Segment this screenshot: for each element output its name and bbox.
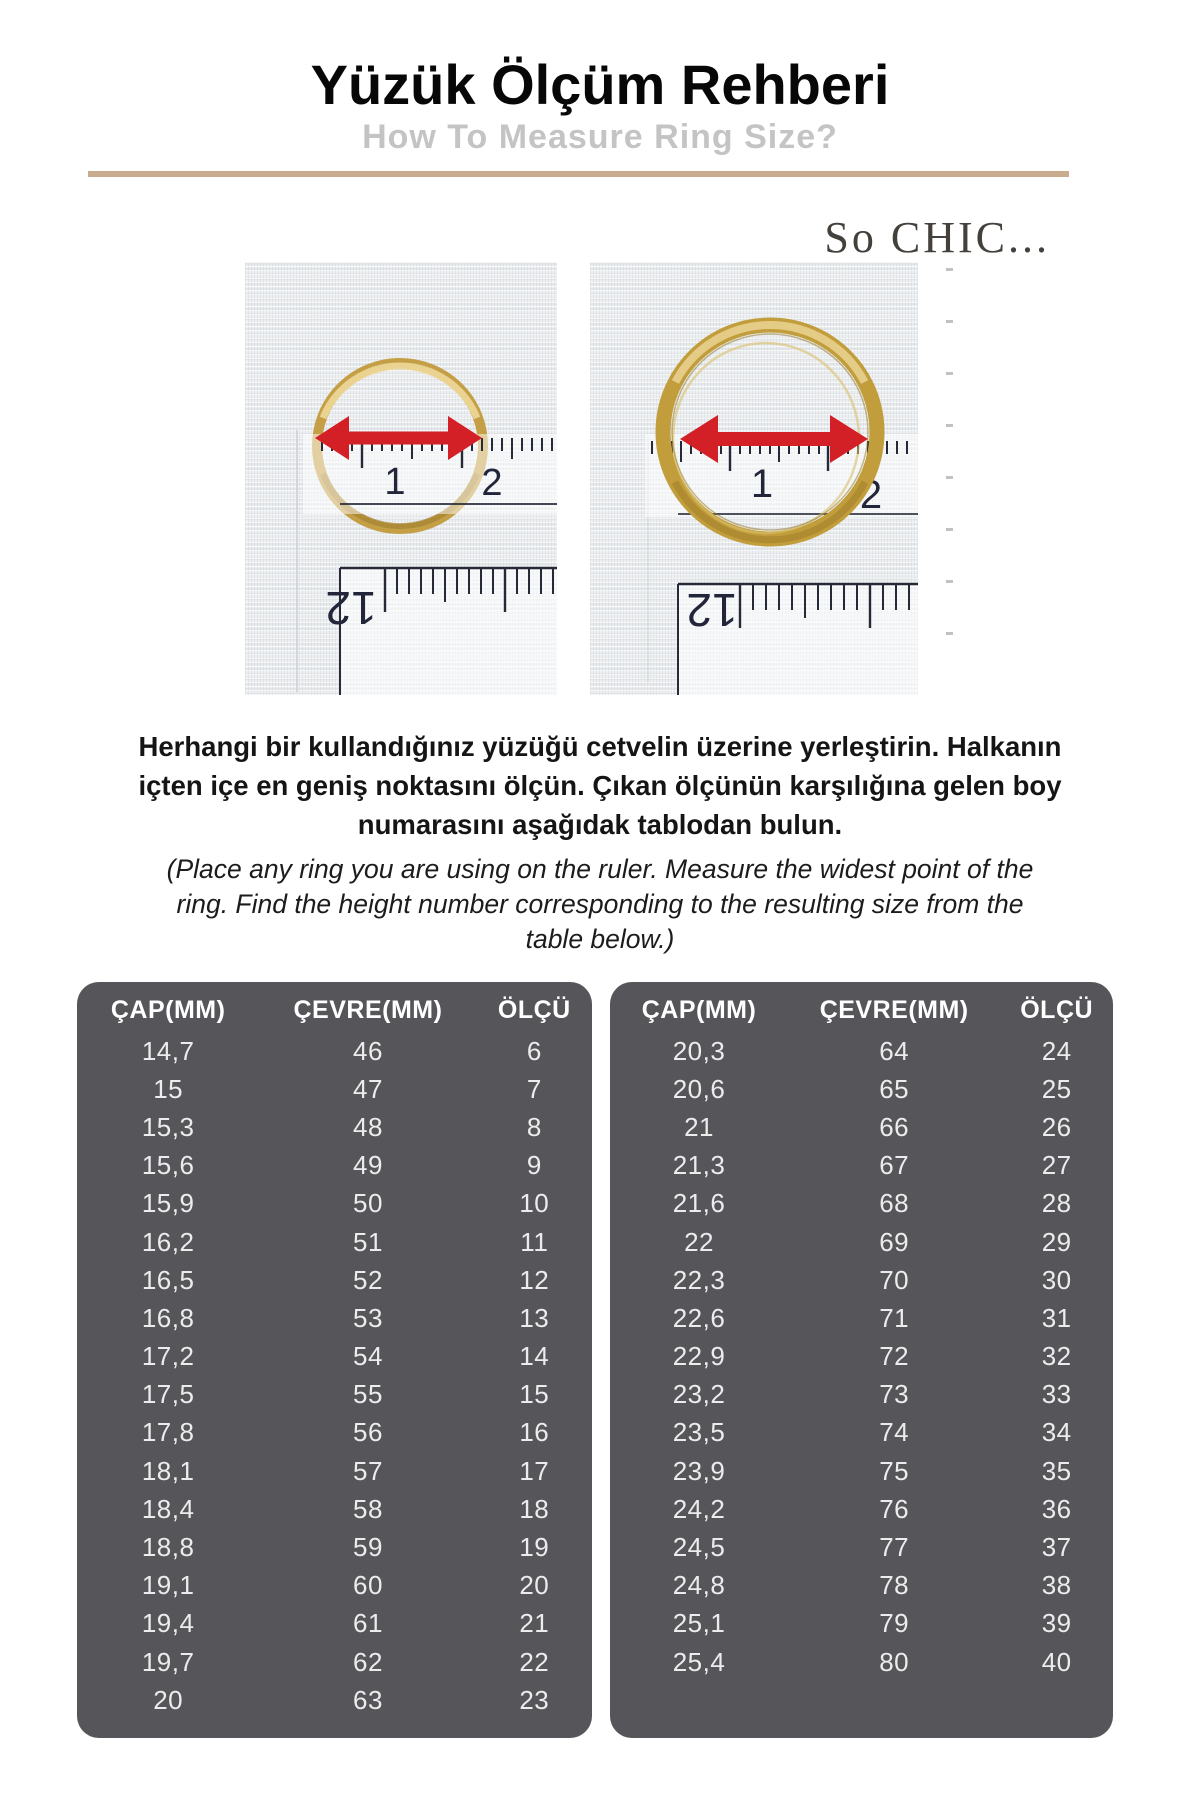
table-row	[610, 1223, 1113, 1261]
table-cell: 60	[353, 1570, 383, 1601]
table-cell: 10	[519, 1188, 550, 1219]
table-cell: 55	[353, 1379, 383, 1410]
table-cell: 23	[519, 1684, 550, 1715]
table-row	[77, 1528, 592, 1566]
table-cell: 25,1	[672, 1608, 726, 1639]
table-row	[77, 1185, 592, 1223]
table-header-row	[610, 988, 1113, 1032]
table-cell: 80	[879, 1646, 910, 1677]
instruction-line: ring. Find the height number corresponding to the resulting size from the	[176, 889, 1024, 919]
table-cell: 6	[526, 1035, 542, 1066]
table-cell: 24,2	[672, 1493, 726, 1524]
table-cell: 9	[526, 1150, 542, 1181]
table-cell: 33	[1041, 1379, 1072, 1410]
table-cell: 58	[353, 1493, 383, 1524]
table-row	[77, 1223, 592, 1261]
table-cell: 50	[353, 1188, 383, 1219]
table-cell: 72	[879, 1341, 910, 1372]
dot	[946, 372, 953, 375]
table-cell: 16,8	[141, 1302, 195, 1333]
table-cell: 30	[1041, 1264, 1072, 1295]
table-cell: 18	[519, 1493, 550, 1524]
table-row	[77, 1299, 592, 1337]
table-cell: 53	[353, 1302, 383, 1333]
instructions-english	[40, 852, 1160, 957]
ring-photo-wide-band	[590, 262, 918, 695]
table-cell: 51	[353, 1226, 383, 1257]
table-cell: 22	[684, 1226, 714, 1257]
table-cell: 78	[879, 1570, 910, 1601]
table-cell: 18,4	[141, 1493, 195, 1524]
table-cell: 31	[1041, 1302, 1072, 1333]
table-cell: 27	[1041, 1150, 1072, 1181]
table-cell: 21	[519, 1608, 550, 1639]
table-cell: 62	[353, 1646, 383, 1677]
table-cell: 75	[879, 1455, 910, 1486]
ruler-number-1: 1	[750, 462, 774, 506]
ruler-number-2: 2	[859, 473, 883, 517]
table-cell: 63	[353, 1684, 383, 1715]
ruler-number-2: 2	[481, 462, 503, 504]
ring-photo-left-graphic	[245, 262, 557, 695]
table-row	[77, 1567, 592, 1605]
table-row	[610, 1299, 1113, 1337]
dot	[946, 268, 953, 271]
table-cell: 19,1	[141, 1570, 195, 1601]
table-cell: 39	[1041, 1608, 1072, 1639]
table-cell: 21,3	[672, 1150, 726, 1181]
table-cell: 25,4	[672, 1646, 726, 1677]
table-cell: 40	[1041, 1646, 1072, 1677]
table-row	[77, 1070, 592, 1108]
table-cell: 17,2	[141, 1341, 195, 1372]
column-header: ÇEVRE(MM)	[293, 995, 443, 1024]
table-cell: 8	[526, 1111, 542, 1142]
table-cell: 18,8	[141, 1532, 195, 1563]
table-cell: 21,6	[672, 1188, 726, 1219]
table-row	[77, 1376, 592, 1414]
table-cell: 13	[519, 1302, 550, 1333]
column-header: ÖLÇÜ	[1020, 995, 1094, 1024]
table-cell: 12	[519, 1264, 550, 1295]
table-row	[610, 1605, 1113, 1643]
size-table-left	[77, 982, 592, 1738]
table-cell: 64	[879, 1035, 910, 1066]
table-row	[610, 1032, 1113, 1070]
page-subtitle: How To Measure Ring Size?	[362, 118, 838, 156]
table-cell: 23,2	[672, 1379, 726, 1410]
table-cell: 15,6	[141, 1150, 195, 1181]
table-cell: 20	[519, 1570, 550, 1601]
table-row	[610, 1108, 1113, 1146]
table-row	[77, 1605, 592, 1643]
table-cell: 32	[1041, 1341, 1072, 1372]
dot	[946, 476, 953, 479]
table-cell: 15,3	[141, 1111, 195, 1142]
table-cell: 77	[879, 1532, 910, 1563]
table-cell: 15	[519, 1379, 550, 1410]
table-cell: 22,9	[672, 1341, 726, 1372]
column-header: ÇAP(MM)	[110, 995, 226, 1024]
dot	[946, 528, 953, 531]
table-row	[77, 1338, 592, 1376]
table-cell: 57	[353, 1455, 383, 1486]
table-cell: 18,1	[141, 1455, 195, 1486]
page-title: Yüzük Ölçüm Rehberi	[310, 53, 890, 116]
table-cell: 47	[353, 1073, 383, 1104]
table-row	[610, 1452, 1113, 1490]
table-cell: 49	[353, 1150, 383, 1181]
table-cell: 23,9	[672, 1455, 726, 1486]
table-cell: 79	[879, 1608, 910, 1639]
table-cell: 20,6	[672, 1073, 726, 1104]
table-cell: 17,8	[141, 1417, 195, 1448]
table-cell: 15	[153, 1073, 184, 1104]
column-header: ÇAP(MM)	[641, 995, 757, 1024]
table-cell: 28	[1041, 1188, 1072, 1219]
dot	[946, 320, 953, 323]
table-row	[610, 1261, 1113, 1299]
table-cell: 29	[1041, 1226, 1072, 1257]
instruction-line: Herhangi bir kullandığınız yüzüğü cetvelin üzerine yerleştirin. Halkanın	[138, 731, 1062, 762]
table-cell: 11	[520, 1226, 549, 1257]
table-cell: 56	[353, 1417, 383, 1448]
table-row	[610, 1185, 1113, 1223]
table-cell: 23,5	[672, 1417, 726, 1448]
table-header-row	[77, 988, 592, 1032]
table-row	[77, 1452, 592, 1490]
table-cell: 59	[353, 1532, 383, 1563]
table-cell: 16	[519, 1417, 550, 1448]
column-header: ÇEVRE(MM)	[819, 995, 969, 1024]
table-cell: 37	[1041, 1532, 1072, 1563]
table-cell: 66	[879, 1111, 910, 1142]
table-row	[77, 1681, 592, 1719]
size-table-right	[610, 982, 1113, 1738]
dot	[946, 424, 953, 427]
table-cell: 20,3	[672, 1035, 726, 1066]
table-cell: 73	[879, 1379, 910, 1410]
table-cell: 54	[353, 1341, 383, 1372]
table-cell: 24,8	[672, 1570, 726, 1601]
table-cell: 61	[353, 1608, 383, 1639]
table-row	[77, 1032, 592, 1070]
table-cell: 20	[153, 1684, 184, 1715]
table-cell: 14	[519, 1341, 550, 1372]
ruler-number-12: 12	[686, 584, 738, 636]
table-cell: 34	[1041, 1417, 1072, 1448]
instruction-line: numarasını aşağıdak tablodan bulun.	[357, 809, 843, 840]
table-cell: 74	[879, 1417, 910, 1448]
table-cell: 65	[879, 1073, 910, 1104]
table-cell: 17,5	[141, 1379, 195, 1410]
table-row	[610, 1147, 1113, 1185]
table-cell: 52	[353, 1264, 383, 1295]
instruction-line: table below.)	[525, 924, 675, 954]
table-row	[610, 1528, 1113, 1566]
table-row	[77, 1147, 592, 1185]
instruction-line: (Place any ring you are using on the ruler. Measure the widest point of the	[166, 854, 1034, 884]
table-cell: 16,5	[141, 1264, 195, 1295]
table-row	[77, 1414, 592, 1452]
table-cell: 71	[879, 1302, 910, 1333]
table-cell: 22,3	[672, 1264, 726, 1295]
table-cell: 38	[1041, 1570, 1072, 1601]
table-cell: 69	[879, 1226, 910, 1257]
table-cell: 67	[879, 1150, 910, 1181]
table-cell: 19,7	[141, 1646, 195, 1677]
table-cell: 14,7	[141, 1035, 195, 1066]
table-cell: 48	[353, 1111, 383, 1142]
table-cell: 26	[1041, 1111, 1072, 1142]
table-cell: 35	[1041, 1455, 1072, 1486]
ring-photo-right-graphic	[590, 262, 918, 695]
ruler-number-1: 1	[384, 461, 406, 503]
dot	[946, 632, 953, 635]
table-cell: 76	[879, 1493, 910, 1524]
ring-photo-thin-band	[245, 262, 557, 695]
table-row	[610, 1376, 1113, 1414]
table-cell: 7	[526, 1073, 542, 1104]
table-cell: 19	[519, 1532, 550, 1563]
table-row	[77, 1261, 592, 1299]
table-row	[610, 1414, 1113, 1452]
instruction-line: içten içe en geniş noktasını ölçün. Çıkan ölçünün karşılığına gelen boy	[138, 770, 1062, 801]
table-cell: 24,5	[672, 1532, 726, 1563]
dot	[946, 580, 953, 583]
table-row	[77, 1643, 592, 1681]
table-cell: 19,4	[141, 1608, 195, 1639]
table-cell: 36	[1041, 1493, 1072, 1524]
table-row	[610, 1338, 1113, 1376]
instructions-turkish	[40, 727, 1160, 844]
table-cell: 22,6	[672, 1302, 726, 1333]
table-row	[610, 1643, 1113, 1681]
divider-line	[88, 171, 1069, 177]
table-cell: 24	[1041, 1035, 1072, 1066]
table-cell: 16,2	[141, 1226, 195, 1257]
table-cell: 15,9	[141, 1188, 195, 1219]
table-cell: 21	[684, 1111, 714, 1142]
table-cell: 25	[1041, 1073, 1072, 1104]
table-cell: 70	[879, 1264, 910, 1295]
table-cell: 17	[519, 1455, 550, 1486]
table-row	[77, 1108, 592, 1146]
table-cell: 68	[879, 1188, 910, 1219]
column-header: ÖLÇÜ	[497, 995, 571, 1024]
table-row	[610, 1567, 1113, 1605]
brand-logo: So CHIC...	[824, 213, 1050, 262]
table-row	[610, 1490, 1113, 1528]
table-cell: 22	[519, 1646, 550, 1677]
table-row	[610, 1070, 1113, 1108]
table-row	[77, 1490, 592, 1528]
ruler-number-12: 12	[325, 582, 377, 634]
table-cell: 46	[353, 1035, 383, 1066]
